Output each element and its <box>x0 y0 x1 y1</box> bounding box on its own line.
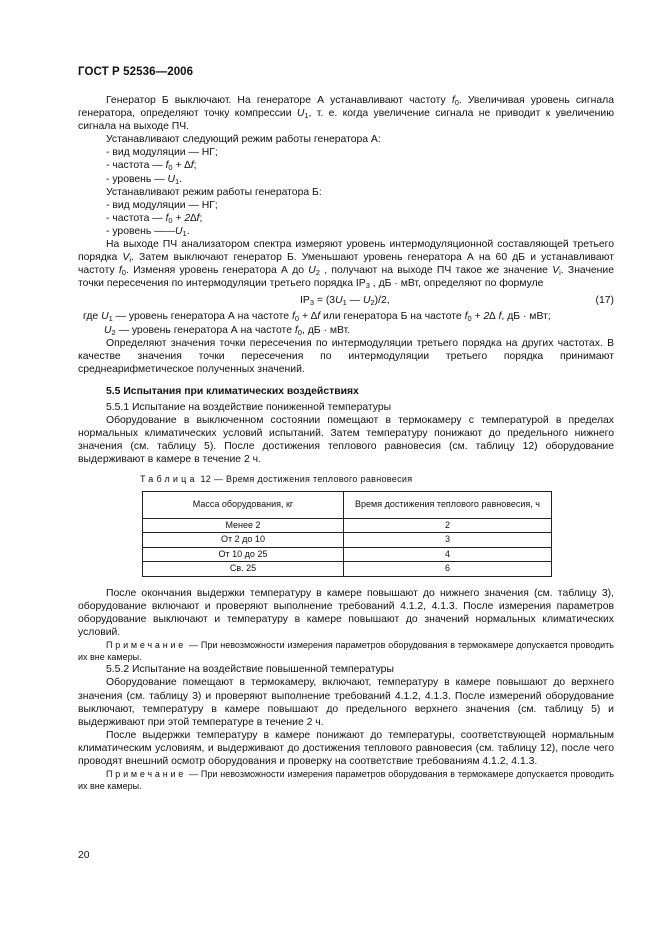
section-heading-5-5: 5.5 Испытания при климатических воздействиях <box>106 385 359 397</box>
paragraph-average: Определяют значения точки пересечения по интермодуляции третьего порядка на других частотах. В качестве значения точки пересечения по интермодуляции третьего порядка принимают среднеарифметическое полученных значений. <box>78 337 614 375</box>
list-item: - вид модуляции — НГ; <box>106 199 218 211</box>
paragraph-measurement: На выходе ПЧ анализатором спектра измеряют уровень интермодуляционной составляющей третьего порядка $V_i$. Затем выключают генератор Б. Уменьшают уровень генератора А на 60 дБ и устанавливают частоту $f_0$. Изменяя уровень генератора А до $U_2$ , получают на выходе ПЧ такое же значение $V_i$. Значение точки пересечения по интермодуляции третьего порядка $IP_3$ , дБ · мВт, определяют по формуле <box>78 239 615 291</box>
legend-row-u1: где $U_1$ — уровень генератора А на частоте $f_0 + \Delta f$ или генератора Б на частоте $f_0 + 2\Delta$ f, дБ · мВт; <box>83 311 551 324</box>
table-row <box>143 562 552 577</box>
note-low-temp: Примечание — При невозможности измерения параметров оборудования в термокамере допускается проводить их вне камеры. <box>78 639 614 663</box>
list-item: - уровень $——U_1$. <box>106 225 190 238</box>
table-cell: От 2 до 10 <box>143 533 344 548</box>
column-header: Время достижения теплового равновесия, ч <box>344 491 552 518</box>
table-cell: Св. 25 <box>143 562 344 577</box>
paragraph-mode-b: Устанавливают режим работы генератора Б: <box>106 186 322 198</box>
list-item: - частота — $f_0 + \Delta f$; <box>106 160 197 173</box>
paragraph-low-temp-2: После окончания выдержки температуру в камере повышают до нижнего значения (см. таблицу 3), оборудование включают и проверяют выполнение требований 4.1.2, 4.1.3. После измерения параметров оборудование выключают и температуру в камере повышают до значений нормальных климатических условий. <box>78 587 614 638</box>
list-item: - уровень — $U_1$. <box>106 173 183 186</box>
paragraph-high-temp-2: После выдержки температуру в камере понижают до температуры, соответствующей нормальным климатическим условиям, и выдерживают до достижения теплового равновесия (см. таблицу 12), после чего проводят внешний осмотр оборудования и проверку на соответствие требованиям 4.1.2, 4.1.3. <box>78 729 614 767</box>
note-high-temp: Примечание — При невозможности измерения параметров оборудования в термокамере допускается проводить их вне камеры. <box>78 769 614 792</box>
paragraph-low-temp-1: Оборудование в выключенном состоянии помещают в термокамеру с температурой в пределах нормальных климатических условий испытаний. Затем температуру понижают до предельного нижнего значения (см. таблицу 5). После достижения теплового равновесия (см. таблицу 12) оборудование выдерживают в камере в течение 2 ч. <box>78 415 614 466</box>
subsection-heading-5-5-1: 5.5.1 Испытание на воздействие пониженной температуры <box>106 401 392 413</box>
formula-17 <box>78 293 614 309</box>
table-cell: Менее 2 <box>143 518 344 533</box>
page-number: 20 <box>78 850 90 861</box>
document-header: ГОСТ Р 52536—2006 <box>78 66 194 78</box>
paragraph-mode-a: Устанавливают следующий режим работы генератора А: <box>106 134 381 146</box>
table-row <box>143 547 552 562</box>
formula-number: (17) <box>595 295 614 307</box>
formula-expression: $IP_3 = (3U_1$ — $U_2)/2$, <box>300 295 390 308</box>
table-cell: 3 <box>344 533 552 548</box>
table-header-row <box>143 491 552 518</box>
list-item: - частота — $f_0 + 2\Delta f$; <box>106 212 203 225</box>
list-item: - вид модуляции — НГ; <box>106 147 218 159</box>
legend-row-u2: $U_2$ — уровень генератора А на частоте $f_0$, дБ · мВт. <box>104 324 351 337</box>
paragraph-generator-b-off: Генератор Б выключают. На генераторе А устанавливают частоту $f_0$. Увеличивая уровень сигнала генератора, определяют точку компрессии $U_1$, т. е. когда увеличение сигнала не приводит к увеличению сигнала на выходе ПЧ. <box>78 95 614 133</box>
subsection-heading-5-5-2: 5.5.2 Испытание на воздействие повышенной температуры <box>106 664 394 676</box>
table-cell: 6 <box>344 562 552 577</box>
table-row <box>143 533 552 548</box>
table-caption: Таблица 12 — Время достижения теплового равновесия <box>140 474 413 485</box>
table-row <box>143 518 552 533</box>
formula-legend <box>78 310 614 336</box>
page-content <box>78 94 614 792</box>
table-cell: 4 <box>344 547 552 562</box>
column-header: Масса оборудования, кг <box>143 491 344 518</box>
table-cell: 2 <box>344 518 552 533</box>
table-cell: От 10 до 25 <box>143 547 344 562</box>
paragraph-high-temp-1: Оборудование помещают в термокамеру, включают, температуру в камере повышают до верхнего значения (см. таблицу 3) и проверяют выполнение требований 4.1.2, 4.1.3. После измерений оборудование выключают, температуру в камере повышают до предельного верхнего значения (см. таблицу 5) и выдерживают при этой температуре в течение 2 ч. <box>78 677 614 728</box>
thermal-equilibrium-table <box>142 491 552 577</box>
